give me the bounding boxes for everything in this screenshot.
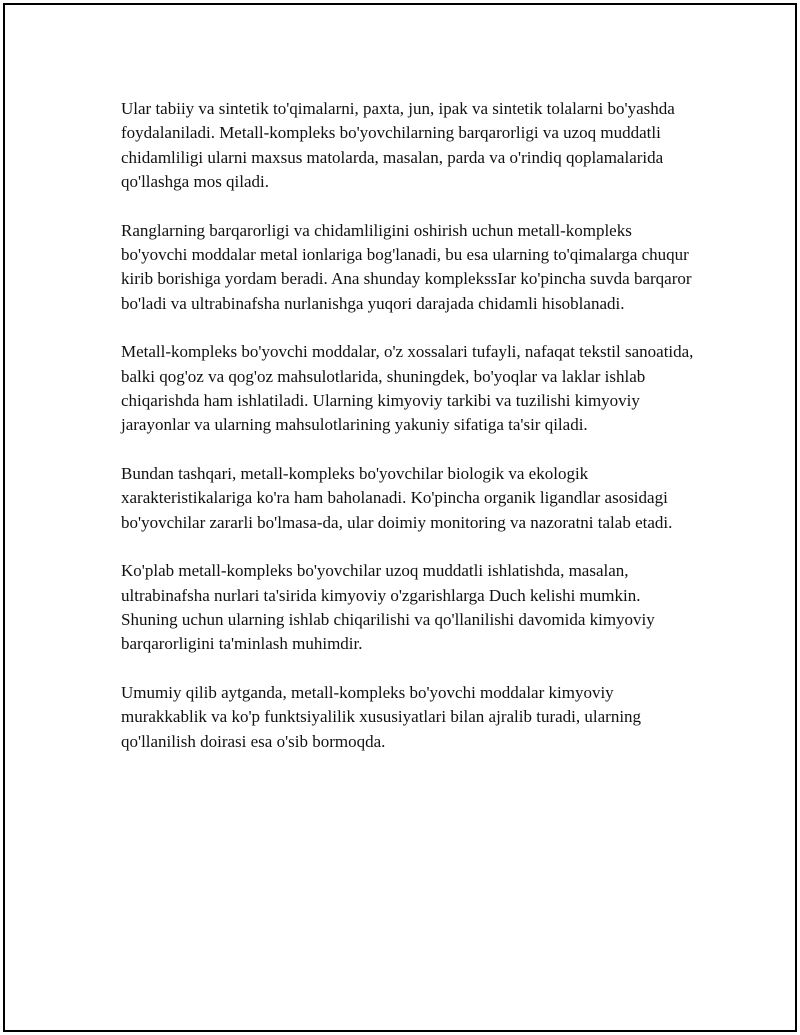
document-body	[121, 97, 701, 778]
paragraph-2: Ranglarning barqarorligi va chidamliligini oshirish uchun metall-kompleks bo'yovchi moddalar metal ionlariga bog'lanadi, bu esa ularning to'qimalarga chuqur kirib borishiga yordam beradi. Ana shunday komplekssIar ko'pincha suvda barqaror bo'ladi va ultrabinafsha nurlanishga yuqori darajada chidamli hisoblanadi.	[121, 220, 692, 313]
page-frame	[3, 3, 797, 1032]
paragraph-3: Metall-kompleks bo'yovchi moddalar, o'z xossalari tufayli, nafaqat tekstil sanoatida, balki qog'oz va qog'oz mahsulotlarida, shuningdek, bo'yoqlar va laklar ishlab chiqarishda ham ishlatiladi. Ularning kimyoviy tarkibi va tuzilishi kimyoviy jarayonlar va ularning mahsulotlarining yakuniy sifatiga ta'sir qiladi.	[121, 342, 694, 435]
paragraph-1: Ular tabiiy va sintetik to'qimalarni, paxta, jun, ipak va sintetik tolalarni bo'yashda foydalaniladi. Metall-kompleks bo'yovchilarning barqarorligi va uzoq muddatli chidamliligi ularni maxsus matolarda, masalan, parda va o'rindiq qoplamalarida qo'llashga mos qiladi.	[121, 99, 675, 192]
paragraph-5: Ko'plab metall-kompleks bo'yovchilar uzoq muddatli ishlatishda, masalan, ultrabinafsha nurlari ta'sirida kimyoviy o'zgarishlarga Duch kelishi mumkin. Shuning uchun ularning ishlab chiqarilishi va qo'llanilishi davomida kimyoviy barqarorligini ta'minlash muhimdir.	[121, 561, 655, 654]
paragraph-4: Bundan tashqari, metall-kompleks bo'yovchilar biologik va ekologik xarakteristikalariga ko'ra ham baholanadi. Ko'pincha organik ligandlar asosidagi bo'yovchilar zararli bo'lmasa-da, ular doimiy monitoring va nazoratni talab etadi.	[121, 463, 673, 532]
paragraph-6: Umumiy qilib aytganda, metall-kompleks bo'yovchi moddalar kimyoviy murakkablik va ko'p funktsiyalilik xususiyatlari bilan ajralib turadi, ularning qo'llanilish doirasi esa o'sib bormoqda.	[121, 682, 642, 751]
